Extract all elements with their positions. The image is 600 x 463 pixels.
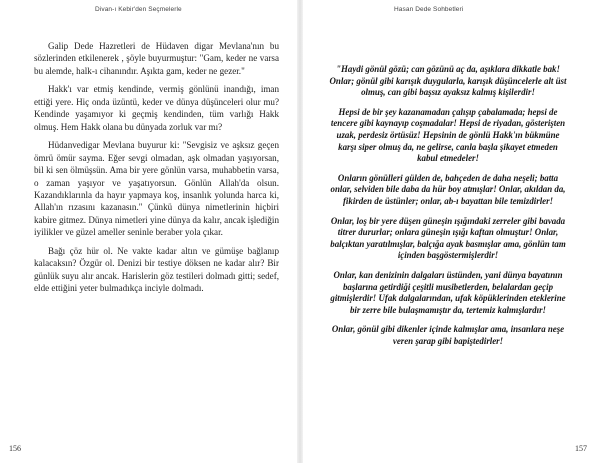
right-running-head: Hasan Dede Sohbetleri: [394, 6, 464, 13]
left-page-number: 156: [9, 444, 21, 453]
left-paragraph-2: Hakk'ı var etmiş kendinde, vermiş gönlünü inandığı, iman ettiği yere. Hiç onda üzüntü, keder ve dünya düşünceleri olur mu? Kendinde yaşamıyor ki geçmiş kendinden, tüm varlığı Hakk olmuş. Hem Hakk olana bu dünyada zorluk var mı?: [34, 84, 279, 132]
right-page: [300, 0, 600, 463]
right-paragraph-5: Onlar, kan denizinin dalgaları üstünden, yani dünya bayatının başlarına getirdiği çeşitli musibetlerden, belalardan geçip gitmişlerdir! Ufak dalgalarından, ufak köpüklerinden eteklerine bir zerre bile bulaşmamıştır da, tertemiz kalmışlardır!: [330, 269, 566, 315]
right-paragraph-6: Onlar, gönül gibi dikenler içinde kalmışlar ama, insanlara neşe veren şarap gibi bapiştedirler!: [331, 324, 565, 346]
left-running-head: Divan-ı Kebir'den Seçmelerle: [95, 6, 182, 13]
right-paragraph-2: Hepsi de bir şey kazanamadan çalışıp çabalamada; hepsi de tencere gibi kaynayıp coşmadalar! Hepsi de riyadan, gösterişten uzak, perdesiz örtüsüz! Hepsinin de gönlü Hakk'ın bükmüne karşı siper olmuş da, ne gelirse, canla başla şikayet etmeden kabul etmedeler!: [330, 106, 566, 164]
right-page-number: 157: [575, 444, 587, 453]
right-paragraph-1: "Haydi gönül gözü; can gözünü aç da, aşıklara dikkatle bak! Onlar; gönül gibi karışık duygularla, karışık düşüncelerle alt üst olmuş, can gibi başsız ayaksız kalmış kişilerdir!: [329, 64, 567, 98]
left-paragraph-1: Galip Dede Hazretleri de Hüdaven digar Mevlana'nın bu sözlerinden etkilenerek , şöyle buyurmuştur: "Gam, keder ne varsa bu alemde, halk-ı cihanındır. Aşıkta gam, keder ne gezer.": [34, 41, 279, 76]
left-paragraph-3: Hüdanvedigar Mevlana buyurur ki: "Sevgisiz ve aşksız geçen ömrü ömür sayma. Eğer sevgi olmadan, aşk olmadan yaşıyorsan, bil ki sen ölmüşsün. Ama bir yere gönlün varsa, muhabbetin varsa, o zaman yaşıyor ve yaşatıyorsun. Gönlün Allah'da olsun. Kazandıklarınla da hayır yapmaya koş, insanlık yolunda harca ki, Allah'ın rızasını kazanasın." Çünkü dünya nimetlerinin hiçbiri kabire gitmez. Dünya nimetleri yine dünya da kalır, ancak işlediğin iyilikler ve güzel ameller seninle beraber yola çıkar.: [34, 140, 279, 238]
left-paragraph-4: Bağı çöz hür ol. Ne vakte kadar altın ve gümüşe bağlanıp kalacaksın? Özgür ol. Denizi bir testiye döksen ne kadar alır? Bir günlük suyu alır ancak. Harislerin göz testileri dolmadı gitti; sedef, elde ettiğini yeter bulmadıkça inciyle dolmadı.: [34, 245, 279, 294]
left-page-body: [34, 40, 279, 301]
right-page-body: [328, 64, 568, 355]
right-paragraph-3: Onların gönülleri gülden de, bahçeden de daha neşeli; batta onlar, selviden bile daba da hür boy atmışlar! Onlar, akıldan da, fikirden de üstünler; onlar, ab-ı bayattan bile temizdirler!: [330, 172, 566, 206]
right-paragraph-4: Onlar, loş bir yere düşen güneşin ışığındaki zerreler gibi bavada titrer dururlar; onlara güneşin ışığı kaftan olmuştur! Onlar, balçıktan yaratılmışlar, balçığa ayak basmışlar ama, gönlün tam içinden başgöstermişlerdir!: [330, 215, 566, 261]
